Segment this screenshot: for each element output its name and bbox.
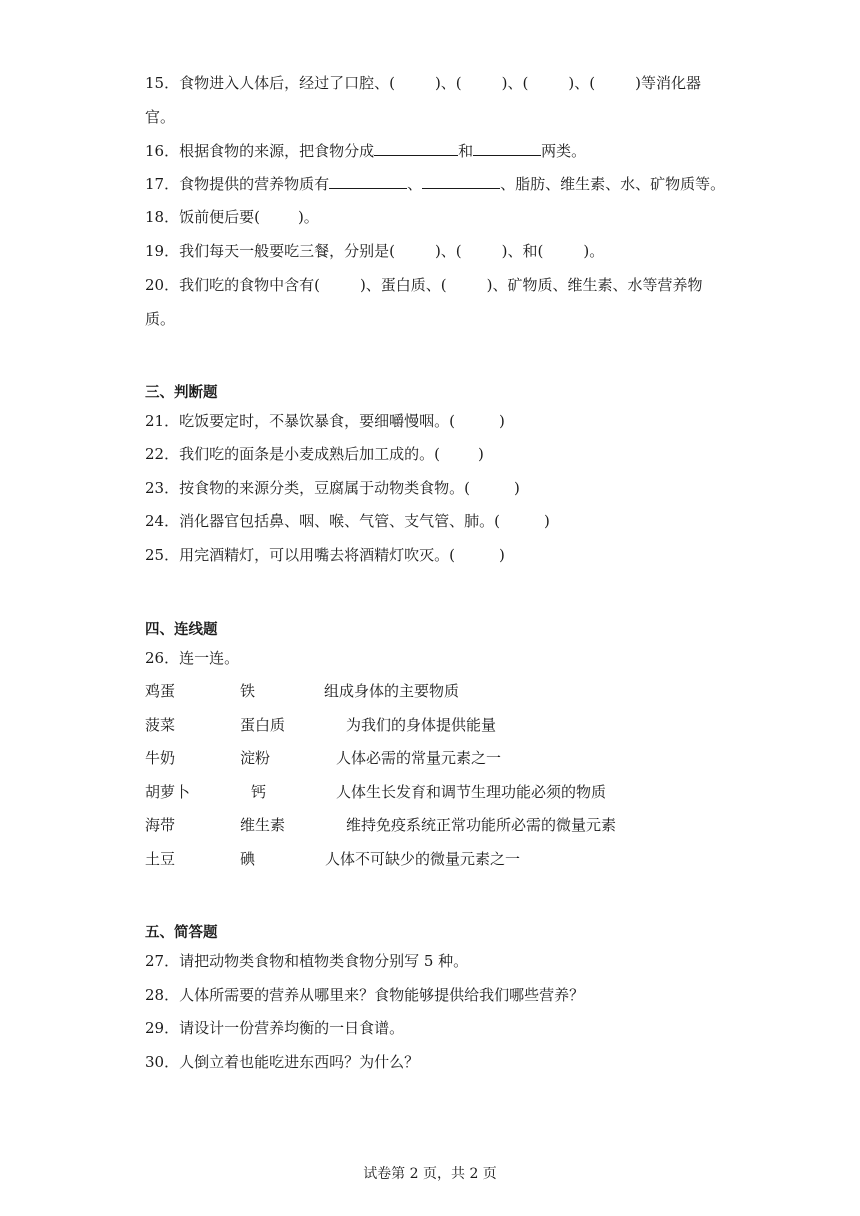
question-text: )、蛋白质、(	[359, 276, 447, 294]
question-text: )	[513, 479, 520, 497]
question-text: )、(	[501, 74, 529, 92]
question-text: )、(	[434, 74, 462, 92]
question-text: 按食物的来源分类，豆腐属于动物类食物。(	[179, 479, 470, 497]
match-food[interactable]: 胡萝卜	[145, 783, 191, 801]
question-text: 用完酒精灯，可以用嘴去将酒精灯吹灭。(	[179, 546, 455, 564]
question-text: 请把动物类食物和植物类食物分别写 5 种。	[179, 952, 469, 970]
question-number: 16．	[145, 142, 180, 160]
question-19	[145, 241, 604, 261]
question-text: 请设计一份营养均衡的一日食谱。	[179, 1019, 405, 1037]
question-text: )	[498, 412, 505, 430]
question-29	[145, 1018, 404, 1038]
question-number: 20．	[145, 276, 180, 294]
question-text: )	[543, 512, 550, 530]
question-30	[145, 1052, 419, 1072]
answer-blank[interactable]	[473, 141, 541, 156]
question-15	[145, 73, 701, 93]
question-21	[145, 411, 505, 431]
question-text: 、脂肪、维生素、水、矿物质等。	[500, 175, 726, 193]
question-text: 吃饭要定时，不暴饮暴食，要细嚼慢咽。(	[179, 412, 455, 430]
match-nutrient[interactable]: 钙	[251, 783, 267, 801]
question-text: )。	[583, 242, 605, 260]
question-text: 我们吃的面条是小麦成熟后加工成的。(	[179, 445, 440, 463]
question-22	[145, 444, 484, 464]
question-text: 消化器官包括鼻、咽、喉、气管、支气管、肺。(	[179, 512, 500, 530]
question-17	[145, 174, 725, 194]
section-heading-judge: 三、判断题	[145, 385, 218, 401]
match-nutrient[interactable]: 淀粉	[240, 749, 271, 767]
answer-blank[interactable]	[329, 174, 407, 189]
question-16	[145, 141, 586, 161]
question-24	[145, 511, 550, 531]
answer-blank[interactable]	[422, 174, 500, 189]
question-number: 17．	[145, 175, 180, 193]
match-description[interactable]: 人体不可缺少的微量元素之一	[325, 850, 521, 868]
question-text: 食物提供的营养物质有	[179, 175, 330, 193]
question-text: 两类。	[541, 142, 587, 160]
question-text: )。	[297, 208, 319, 226]
question-text: )、(	[568, 74, 596, 92]
question-number: 24．	[145, 512, 180, 530]
question-number: 29．	[145, 1019, 180, 1037]
question-15-continued: 官。	[145, 108, 176, 126]
question-text: 根据食物的来源，把食物分成	[179, 142, 375, 160]
question-text: )等消化器	[635, 74, 701, 92]
match-nutrient[interactable]: 蛋白质	[240, 716, 286, 734]
match-food[interactable]: 土豆	[145, 850, 176, 868]
match-nutrient[interactable]: 铁	[240, 682, 256, 700]
question-27	[145, 951, 468, 971]
page-footer: 试卷第 2 页，共 2 页	[363, 1166, 497, 1182]
question-text: )、矿物质、维生素、水等营养物	[486, 276, 703, 294]
question-number: 15．	[145, 74, 180, 92]
section-heading-matching: 四、连线题	[145, 622, 218, 638]
question-23	[145, 478, 520, 498]
match-food[interactable]: 牛奶	[145, 749, 176, 767]
question-number: 28．	[145, 986, 180, 1004]
question-text: )	[498, 546, 505, 564]
question-text: 饭前便后要(	[179, 208, 260, 226]
question-number: 22．	[145, 445, 180, 463]
match-food[interactable]: 海带	[145, 816, 176, 834]
question-number: 21．	[145, 412, 180, 430]
match-nutrient[interactable]: 维生素	[240, 816, 286, 834]
match-food[interactable]: 菠菜	[145, 716, 176, 734]
question-number: 23．	[145, 479, 180, 497]
question-text: 我们吃的食物中含有(	[179, 276, 320, 294]
match-food[interactable]: 鸡蛋	[145, 682, 176, 700]
question-text: )、(	[434, 242, 462, 260]
question-text: 人体所需要的营养从哪里来？食物能够提供给我们哪些营养？	[179, 986, 585, 1004]
question-20-continued: 质。	[145, 310, 176, 328]
match-description[interactable]: 为我们的身体提供能量	[346, 716, 497, 734]
question-text: 我们每天一般要吃三餐，分别是(	[179, 242, 395, 260]
question-text: 食物进入人体后，经过了口腔、(	[179, 74, 395, 92]
question-20	[145, 275, 703, 295]
question-18	[145, 207, 319, 227]
question-number: 30．	[145, 1053, 180, 1071]
question-text: )	[477, 445, 484, 463]
answer-blank[interactable]	[374, 141, 458, 156]
question-25	[145, 545, 505, 565]
question-number: 25．	[145, 546, 180, 564]
question-number: 26．	[145, 649, 180, 667]
question-number: 27．	[145, 952, 180, 970]
question-text: 人倒立着也能吃进东西吗？为什么？	[179, 1053, 420, 1071]
question-28	[145, 985, 584, 1005]
question-number: 18．	[145, 208, 180, 226]
question-text: 连一连。	[179, 649, 240, 667]
question-text: 和	[458, 142, 474, 160]
question-number: 19．	[145, 242, 180, 260]
match-nutrient[interactable]: 碘	[240, 850, 256, 868]
match-description[interactable]: 组成身体的主要物质	[324, 682, 460, 700]
question-26	[145, 648, 239, 668]
section-heading-short-answer: 五、简答题	[145, 925, 218, 941]
match-description[interactable]: 人体生长发育和调节生理功能必须的物质	[336, 783, 607, 801]
match-description[interactable]: 维持免疫系统正常功能所必需的微量元素	[346, 816, 617, 834]
question-text: 、	[407, 175, 423, 193]
question-text: )、和(	[501, 242, 544, 260]
match-description[interactable]: 人体必需的常量元素之一	[336, 749, 502, 767]
